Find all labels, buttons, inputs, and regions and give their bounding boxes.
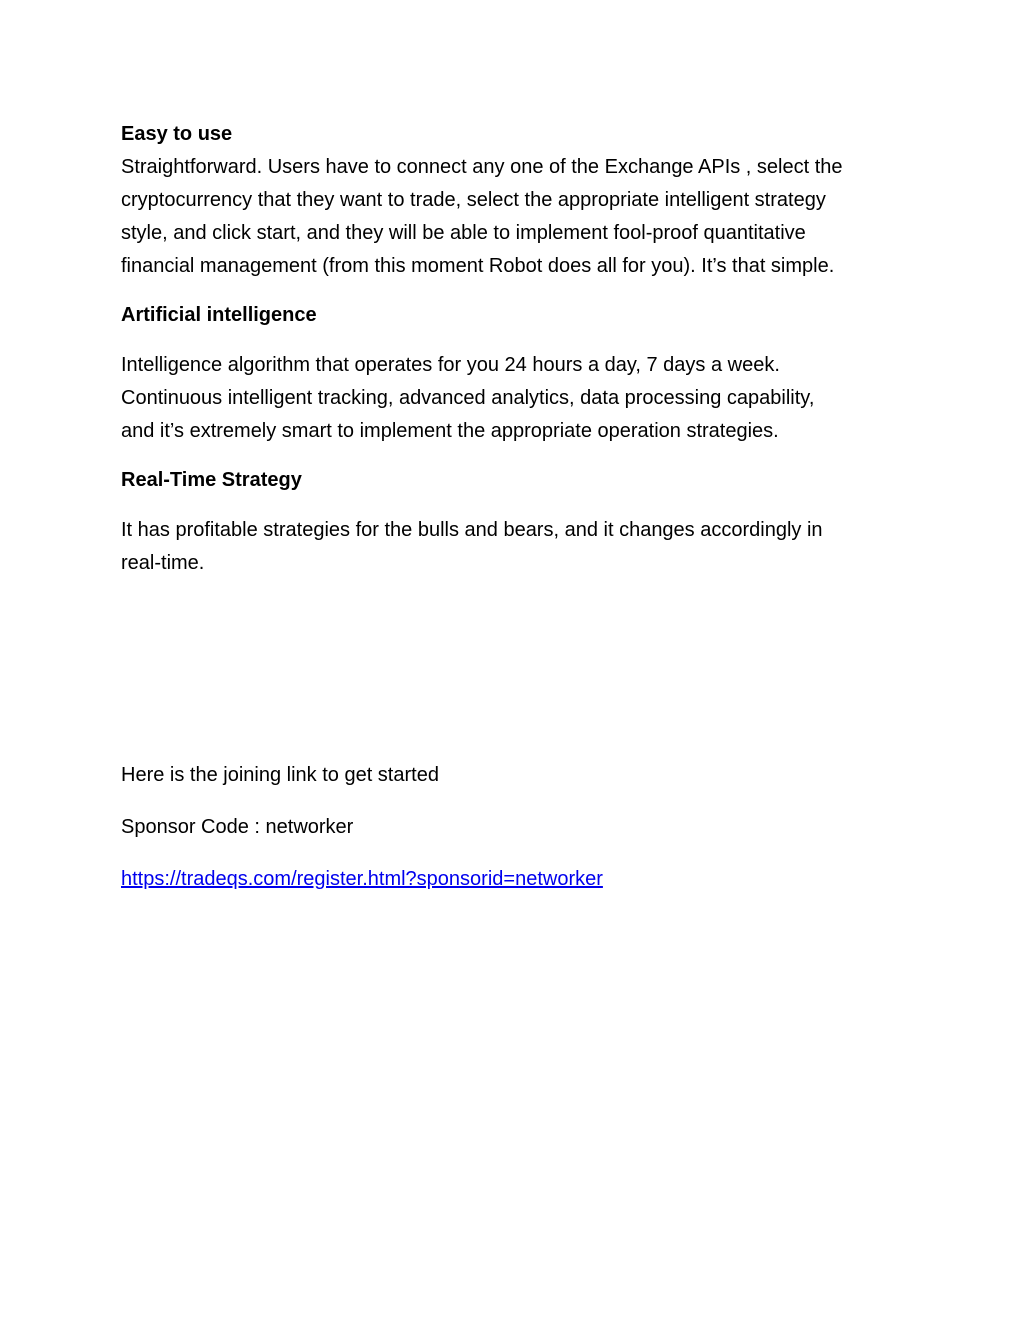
- section-text-line: financial management (from this moment Robot does all for you). It’s that simple.: [121, 255, 835, 277]
- section-heading-real-time-strategy: Real-Time Strategy: [121, 469, 302, 491]
- section-text-line: Continuous intelligent tracking, advanced analytics, data processing capability,: [121, 387, 815, 409]
- register-link[interactable]: https://tradeqs.com/register.html?sponsorid=networker: [121, 868, 603, 890]
- section-text-line: and it’s extremely smart to implement the appropriate operation strategies.: [121, 420, 779, 442]
- section-text-line: Straightforward. Users have to connect any one of the Exchange APIs , select the: [121, 156, 843, 178]
- section-text-line: cryptocurrency that they want to trade, select the appropriate intelligent strategy: [121, 189, 826, 211]
- section-text-line: Intelligence algorithm that operates for you 24 hours a day, 7 days a week.: [121, 354, 780, 376]
- section-text-line: It has profitable strategies for the bulls and bears, and it changes accordingly in: [121, 519, 823, 541]
- sponsor-code-text: Sponsor Code : networker: [121, 816, 354, 838]
- section-text-line: style, and click start, and they will be able to implement fool-proof quantitative: [121, 222, 806, 244]
- section-text-line: real-time.: [121, 552, 205, 574]
- section-heading-artificial-intelligence: Artificial intelligence: [121, 304, 317, 326]
- section-heading-easy-to-use: Easy to use: [121, 123, 233, 145]
- joining-intro-text: Here is the joining link to get started: [121, 764, 439, 786]
